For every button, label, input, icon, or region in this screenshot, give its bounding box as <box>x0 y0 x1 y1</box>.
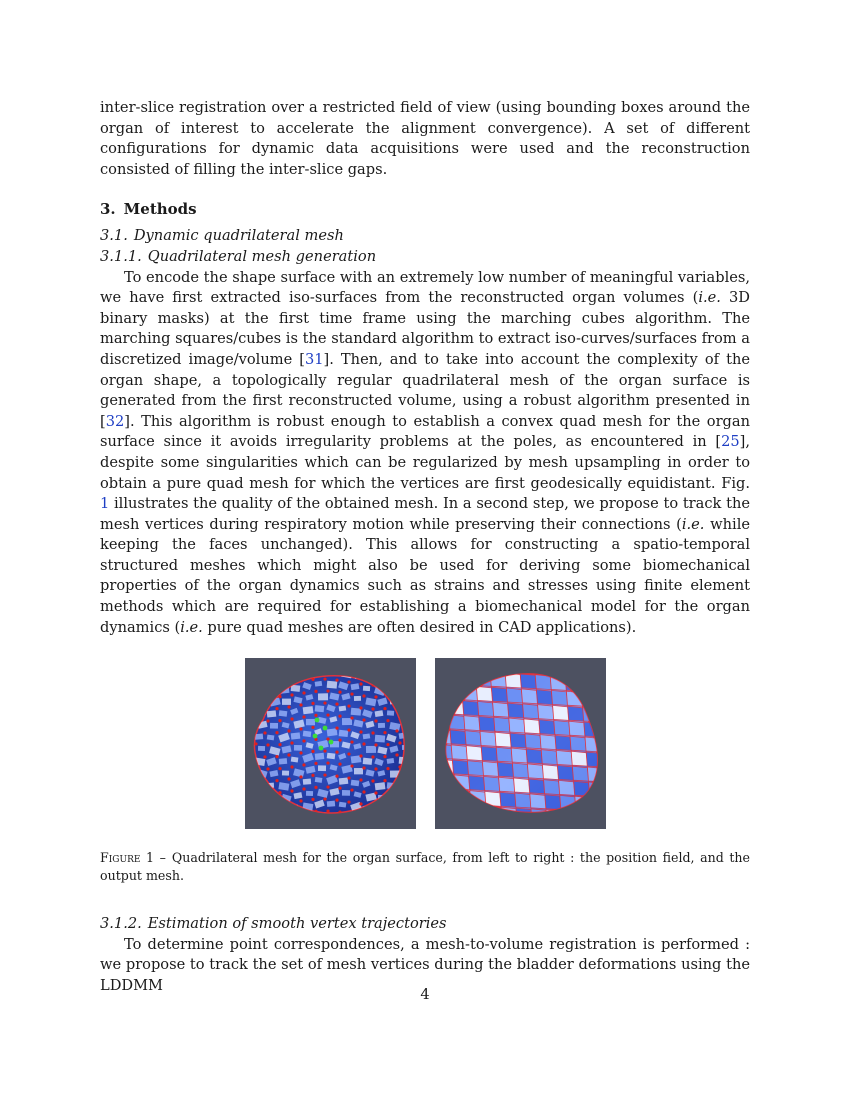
output-mesh-image <box>435 658 606 829</box>
paragraph-vertex-trajectories: To determine point correspondences, a mesh-to-volume registration is performed : we propose to track the set of mesh vertices during the bladder deformations using the LDDMM <box>100 935 750 995</box>
text-run: illustrates the quality of the obtained mesh. In a second step, we propose to track the mesh vertices during respiratory motion while preserving their connections ( <box>100 495 750 533</box>
text-run: To encode the shape surface with an extremely low number of meaningful variables, we have first extracted iso-surfaces from the reconstructed organ volumes ( <box>100 268 750 307</box>
section-title: Methods <box>123 200 197 219</box>
text-run-italic: i.e. <box>180 618 203 636</box>
subsection-number: 3.1. <box>100 227 128 245</box>
text-run: pure quad meshes are often desired in CAD applications). <box>202 618 637 636</box>
citation-link[interactable]: 25 <box>721 433 740 451</box>
subsection-title: Estimation of smooth vertex trajectories <box>147 915 447 933</box>
text-run-italic: i.e. <box>698 289 721 307</box>
caption-text: Quadrilateral mesh for the organ surface, from left to right : the position field, and the output mesh. <box>100 850 750 883</box>
subsection-heading-3-1-2 <box>100 914 750 935</box>
position-field-image <box>245 658 416 829</box>
text-run: ]. Then, and to take into account the complexity of the organ shape, a topologically regular quadrilateral mesh of the organ surface is generated from the first reconstructed volume, using a robust algorithm presented in [ <box>100 350 750 430</box>
subsection-title: Dynamic quadrilateral mesh <box>133 227 344 245</box>
section-number: 3. <box>100 200 116 219</box>
page-body <box>100 98 750 997</box>
subsection-number: 3.1.2. <box>100 915 142 933</box>
figure-label: Figure 1 – <box>100 850 166 866</box>
figure-1-caption <box>100 849 750 884</box>
page-number: 4 <box>420 986 430 1003</box>
section-heading-methods <box>100 200 750 218</box>
citation-link[interactable]: 31 <box>304 350 324 368</box>
text-run-italic: i.e. <box>681 515 705 533</box>
figure-panel-output-mesh <box>435 658 606 829</box>
figure-link[interactable]: 1 <box>100 495 110 513</box>
figure-1 <box>100 658 750 829</box>
text-run: while keeping the faces unchanged). This allows for constructing a spatio-temporal structured meshes which might also be used for deriving some biomechanical properties of the organ dynamics such as strains and stresses using finite element methods which are required for establishing a biomechanical model for the organ dynamics ( <box>100 515 750 636</box>
citation-link[interactable]: 32 <box>105 412 125 430</box>
subsection-heading-3-1 <box>100 226 750 247</box>
text-run: ]. This algorithm is robust enough to establish a convex quad mesh for the organ surface since it avoids irregularity problems at the poles, as encountered in [ <box>100 412 750 451</box>
figure-panel-position-field <box>245 658 416 829</box>
subsection-heading-3-1-1 <box>100 247 750 268</box>
subsection-number: 3.1.1. <box>100 247 142 265</box>
text-run: ], despite some singularities which can be regularized by mesh upsampling in order to obtain a pure quad mesh for which the vertices are first geodesically equidistant. Fig. <box>100 433 750 492</box>
intro-paragraph: inter-slice registration over a restricted field of view (using bounding boxes around the organ of interest to accelerate the alignment convergence). A set of different configurations for dynamic data acquisitions were used and the reconstruction consisted of filling the inter-slice gaps. <box>100 99 750 178</box>
subsection-title: Quadrilateral mesh generation <box>147 247 377 265</box>
paragraph-mesh-generation <box>100 268 750 639</box>
text-run: 3D binary masks) at the first time frame using the marching cubes algorithm. The marching squares/cubes is the standard algorithm to extract iso-curves/surfaces from a discretized image/volume [ <box>100 289 750 368</box>
